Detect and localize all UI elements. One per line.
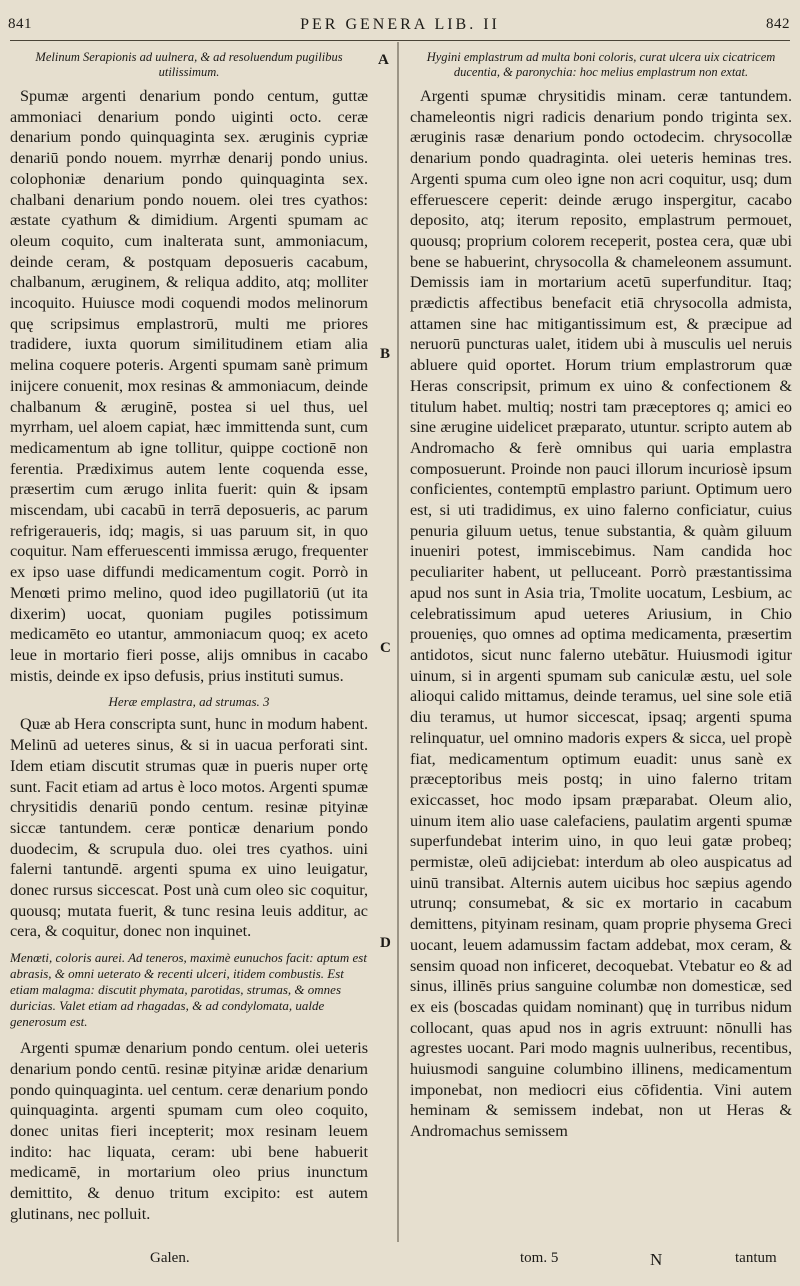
left-column [10,48,368,1240]
running-title: PER GENERA LIB. II [300,16,500,33]
section-marker-d: D [380,935,391,951]
right-heading: Hygini emplastrum ad multa boni coloris, curat ulcera uix cicatricem ducentia, & paronychia: hoc melius emplastrum non extat. [426,50,776,79]
header-rule [10,40,790,41]
section-marker-a: A [378,52,389,68]
section-marker-b: B [380,346,391,362]
left-note: Menœti, coloris aurei. Ad teneros, maximè eunuchos facit: aptum est abrasis, & omni ueterato & recenti ulceri, itidem combustis. Est etiam malagma: discutit phymata, parotidas, strumas, & omnes duricias. Valet etiam ad rhagadas, & ad condylomata, ualde generosum est. [10,950,367,1030]
left-subheading: Heræ emplastra, ad strumas. 3 [108,694,270,710]
catchword-left: Galen. [150,1250,190,1266]
right-column [410,48,792,1240]
left-heading: Melinum Serapionis ad uulnera, & ad resoluendum pugilibus utilissimum. [35,50,343,79]
left-paragraph-1: Spumæ argenti denarium pondo centum, guttæ ammoniaci denarium pondo uiginti octo. ceræ denarium pondo quinquaginta sex. æruginis cypriæ denariū pondo nouem. myrrhæ denarij pondo unius. colophoniæ denarium pondo quinquaginta sex. chalbani denarium pondo nouem. olei tres cyathos: æstate cyathum & dimidium. Argenti spumam ac oleum coquito, cum inalterata sunt, ammoniacum, deinde ceram, & postquam deposueris cacabum, chalbanum, æruginem, & reliqua addito, atq; molliter incoquito. Huiusce modi coquendi modos melinorum quę scripsimus emplastrorū, multi me priores tradidere, iuxta quorum similitudinem etiam alia melina coquere poteris. Argenti spumam sanè primum inijcere conuenit, mox resinas & ammoniacum, deinde chalbanum & æruginē, postea si uel thus, uel myrrham, uel aloem capiat, hæc immittenda sunt, cum medicamentum ab igne tollitur, quippe coctionē non ferentia. Prædiximus autem lente coquenda esse, præsertim cum ærugo inlita fuerit: quin & ipsam miscendam, ubi cacabū in terrā deposueris, ac parum refrigeraueris, idq; magis, si uas paruum sit, in quo coquitur. Nam efferuescenti immissa ærugo, frequenter ex ipso uase diffundi medicamentum cogit. Porrò in Menœti primo melino, quod ideo pugillatoriū (ut ita dixerim) uocat, quoniam pugiles potissimum medicamēto eo utantur, ammoniacum quoq; ex aceto leue in mortario fieri posse, alijs omnibus in cacabo mistis, deinde ex ipso defusis, prius instituti sumus. [10,87,368,685]
page-number-right: 842 [766,16,790,32]
section-marker-c: C [380,640,391,656]
gathering-letter: N [650,1250,663,1269]
signature-mark: tom. 5 [520,1250,559,1266]
page-number-left: 841 [8,16,32,32]
catchword-right: tantum [735,1250,777,1266]
right-paragraph-1: Argenti spumæ chrysitidis minam. ceræ tantundem. chameleontis nigri radicis denarium pondo triginta sex. æruginis rasæ denarium pondo octodecim. chrysocollæ denarium pondo quadraginta. olei ueteris heminas tres. Argenti spuma cum oleo igne non acri coquitur, usq; dum efferuescere ceperit: deinde ærugo inspergitur, cacabo deposito, atq; iterum reposito, emplastrum permouet, quousq; proprium colorem receperit, postea cera, quæ ubi bene se habuerint, chrysocolla & chameleonem assumunt. Demissis iam in mortarium acetū superfunditur. Itaq; prædictis affectibus benefacit etiā chrysocolla admista, attamen sine hac mitigantissimum est, & præcipue ad neruorū puncturas ualet, itidem ubi à musculis uel neruis abluere quid oportet. Horum trium emplastrorum quæ Heras conscripsit, primum ex uino & confectionem & titulum habet. multiq; nostri tam præceptores q; amici eo sine ærugine uidelicet præparato, utuntur. scripto autem ab Andromacho & ferè omnibus qui uaria emplastra composuerunt. Proinde non pauci illorum incuriosè ipsum conficientes, contemptū emplastro pariunt. Optimum uero est, si uti tradidimus, ex uino falerno conficiatur, cuius penuria giluum uetus, tenue substantia, & quàm giluum inueniri potest, immiscebimus. Nam candida hoc peculiariter habent, ut pelluceant. Porrò præstantissima apud nos sunt in Asia tria, Tmolite uocatum, Lesbium, ac celebratissimum apud ueteres Ariusium, in Chio prouenięs, quo omnes ad optima medicamenta, præsertim antidotos, sicut nunc falerno utebātur. Huiusmodi igitur uinum, si in argenti spumam sub caniculæ æstu, uel sole alioqui calido mittamus, deinde teramus, uel sine sole etiā diu teramus, ut humor siccescat, ipsaq; argenti spuma relinquatur, uel omnino madoris expers & sicca, uel propè fiat, medicamentum optimum euadit: unus sanè ex præceptoribus meis postq; in uino falerno tritam exiccasset, hoc modo ipsam præparabat. Oleum alio, uinum item alio uase calefaciens, paulatim argenti spumæ superfundebat interim uino, in quo leui gatæ probeq; permistæ, oleū adijciebat: interdum ab oleo auspicatus ad uinū transibat. Alternis autem uicibus hoc sæpius agendo utrunq; consumebat, & sic ex mortario in cacabum demittens, pityinam resinam, quam proprie physema Greci uocant, leuem adamussim factam addebat, mox ceram, & sensim quoad non inficeret, decoquebat. Vtebatur eo & ad sinus, illinēs prius sanguine columbæ non domesticæ, sed ex eis (boscadas quidam nominant) quę in turribus nidum collocant, quas apud nos in agris extruunt: nōnulli has agrestes uocant. Pari modo magnis uulneribus, recentibus, huiusmodi sanguine columbino illinens, medicamentum imponebat, non mediocri eius cōfidentia. Vini autem heminam & semissem indebat, non ut Heras & Andromachus semissem [410,87,792,1141]
column-divider [397,42,399,1242]
left-paragraph-3: Argenti spumæ denarium pondo centum. olei ueteris denarium pondo centū. resinæ pityinæ aridæ denarium pondo quinquaginta. uel centum. ceræ denarium pondo quinquaginta. argenti spumam cum oleo coquito, donec unitas fieri incepterit; mox resinam leuem indito: hac liquata, ceram: ubi bene habuerit medicamē, in mortarium oleo prius inunctum demittito, & denuo tritum excipito: est autem glutinans, nec polluit. [10,1039,368,1223]
left-paragraph-2: Quæ ab Hera conscripta sunt, hunc in modum habent. Melinū ad ueteres sinus, & si in uacua perforati sint. Idem etiam discutit strumas quæ in pueris nuper ortę sunt. Facit etiam ad artus è loco motos. Argenti spumæ chrysitidis denariū pondo centum. resinæ pityinæ siccæ tantundem. ceræ ponticæ denarium pondo duodecim, & scrupula duo. olei tres cyathos. uini falerni tantundē. argenti spuma ex uino leuigatur, donec rursus siccescat. Post unà cum oleo sic coquitur, quousq; mutata fuerit, & tunc resina leuis additur, ac cera, & coquitur, donec non inquinet. [10,715,368,941]
